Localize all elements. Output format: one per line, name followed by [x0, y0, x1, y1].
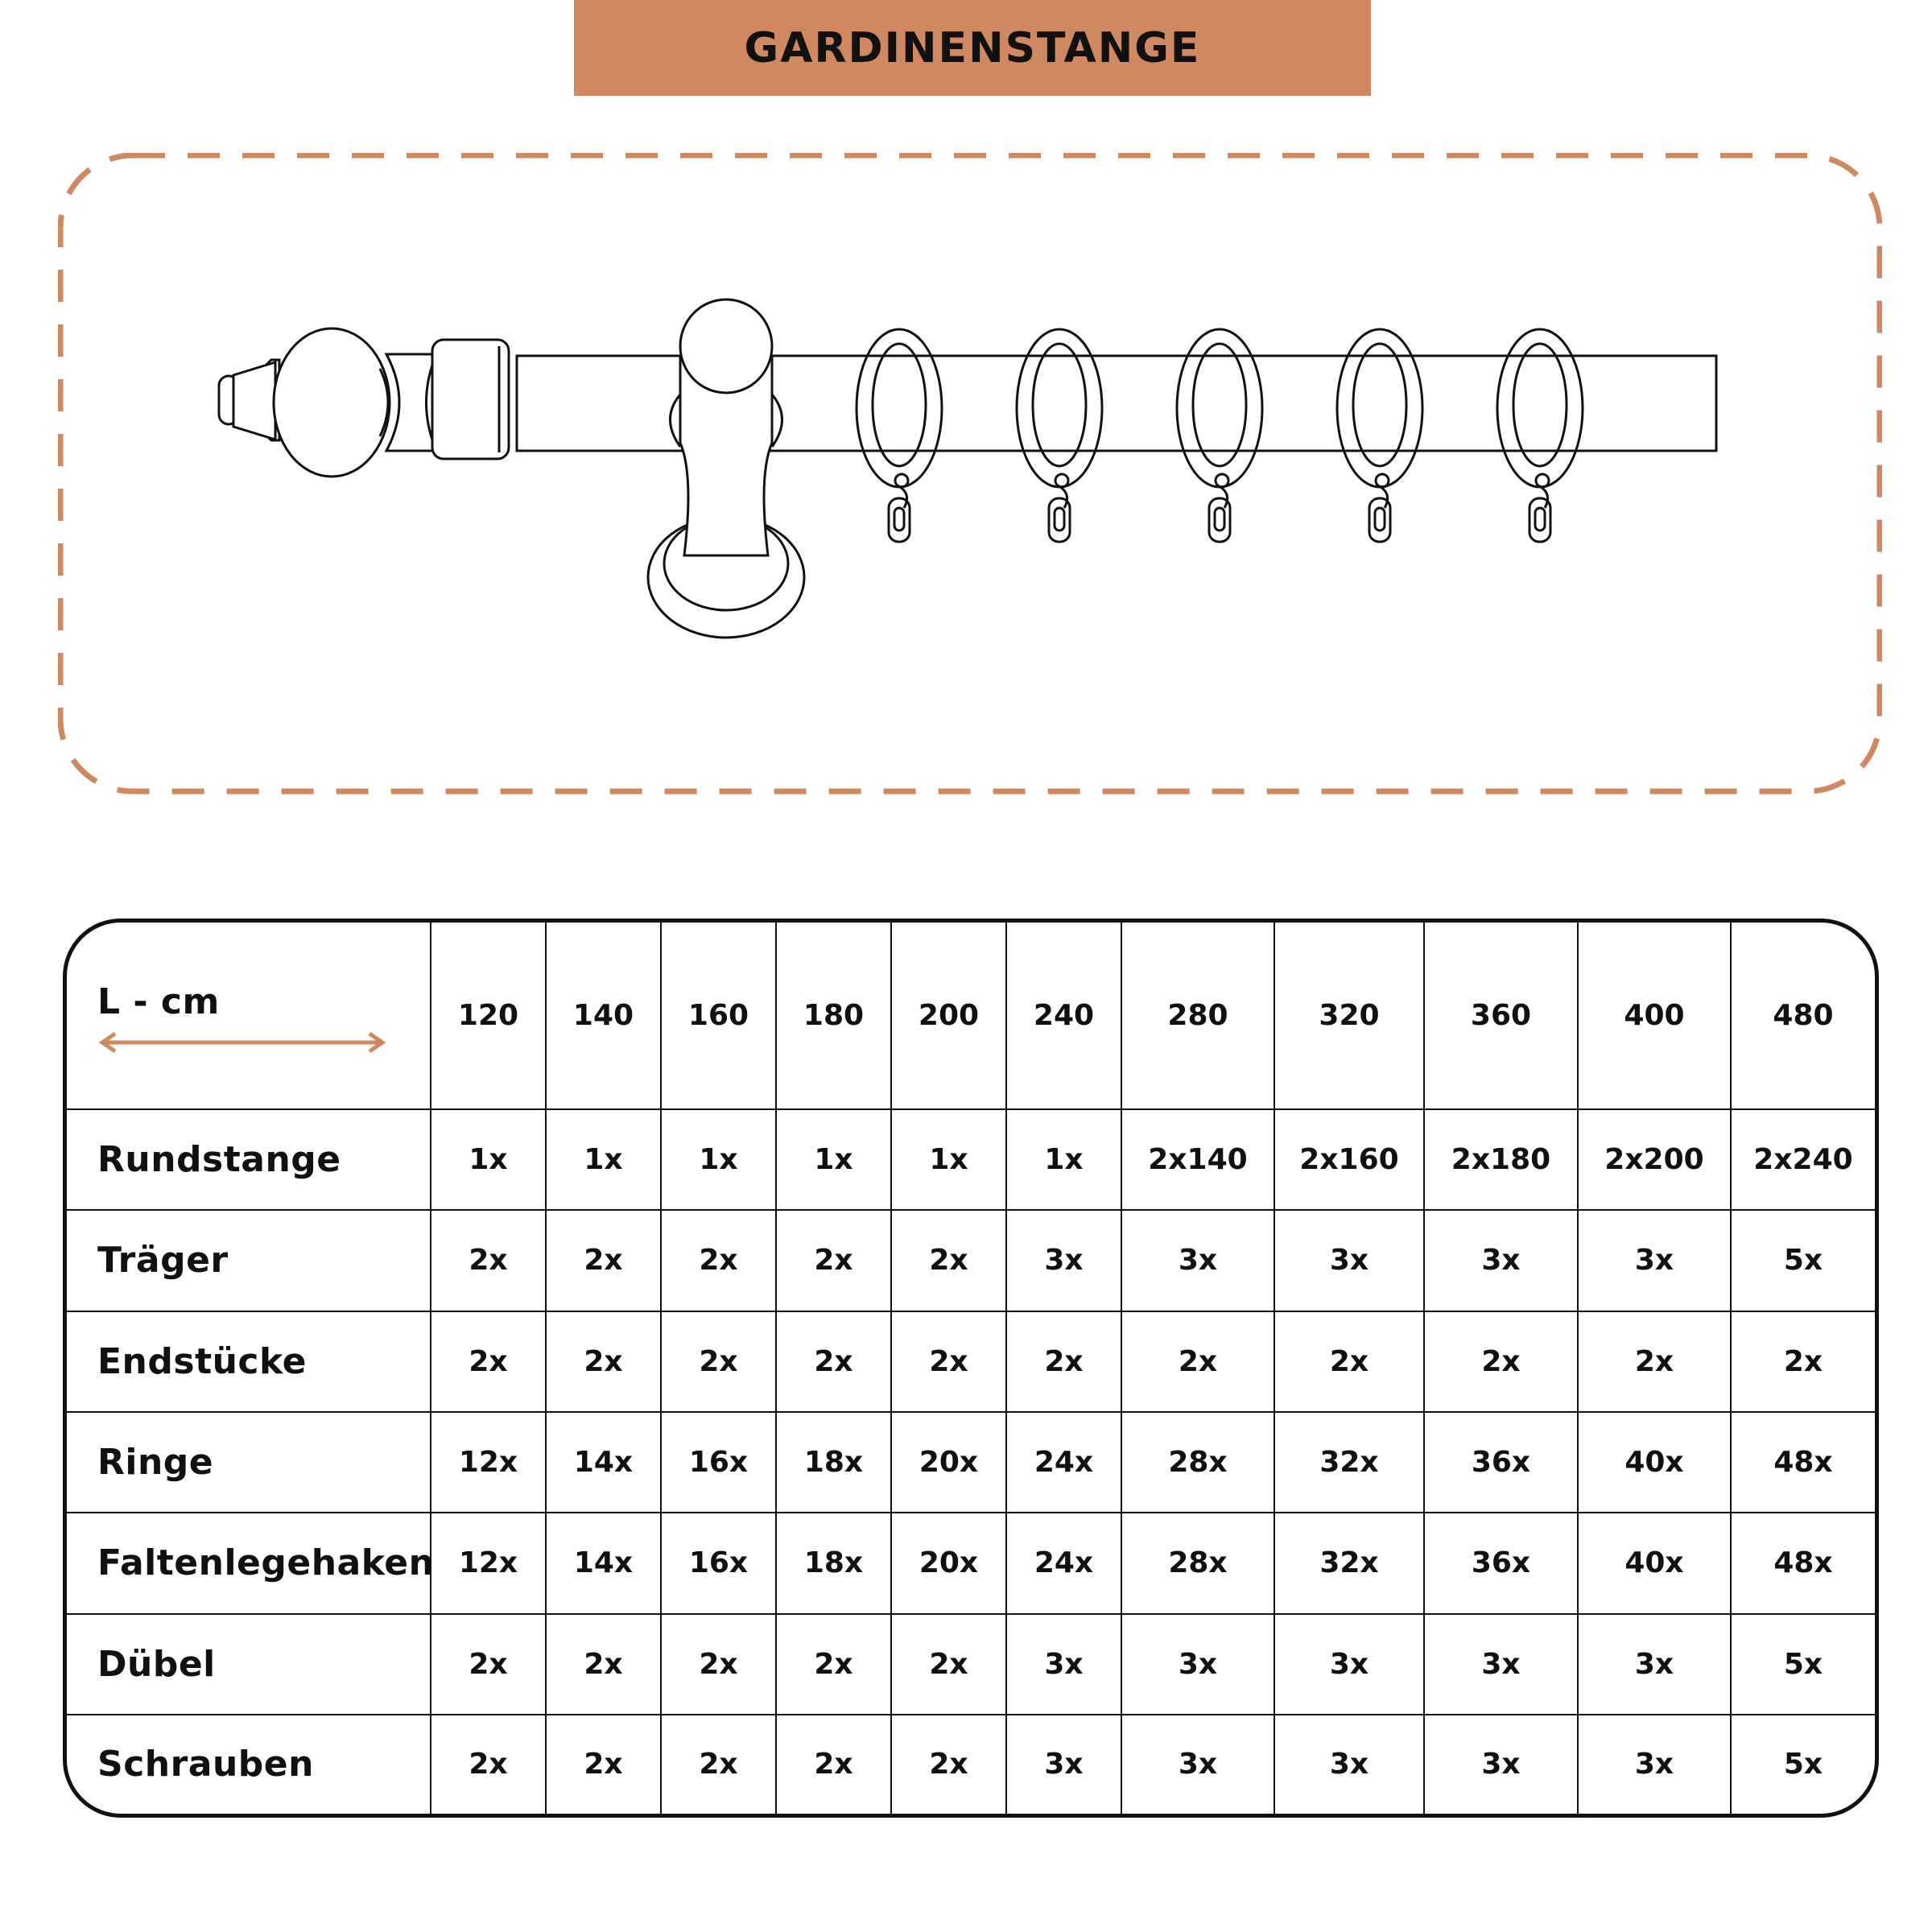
quantity-cell: 1x [431, 1109, 546, 1210]
quantity-cell: 3x [1121, 1614, 1274, 1715]
quantity-cell: 12x [431, 1412, 546, 1513]
quantity-cell: 2x [1731, 1311, 1875, 1412]
quantity-cell: 16x [661, 1513, 776, 1613]
quantity-cell: 3x [1274, 1210, 1424, 1311]
quantity-cell: 1x [546, 1109, 661, 1210]
table-row [67, 1614, 1875, 1715]
quantity-cell: 2x [1274, 1311, 1424, 1412]
table-row [67, 1513, 1875, 1613]
quantity-cell: 2x [661, 1614, 776, 1715]
quantity-cell: 2x [891, 1311, 1006, 1412]
quantity-cell: 3x [1121, 1210, 1274, 1311]
length-value: 200 [891, 923, 1006, 1109]
quantity-cell: 36x [1424, 1412, 1578, 1513]
quantity-cell: 1x [776, 1109, 891, 1210]
curtain-rod-illustration [58, 153, 1882, 797]
parts-table-frame [63, 919, 1879, 1818]
quantity-cell: 2x [546, 1210, 661, 1311]
quantity-cell: 16x [661, 1412, 776, 1513]
quantity-cell: 2x [431, 1210, 546, 1311]
quantity-cell: 3x [1424, 1614, 1578, 1715]
quantity-cell: 24x [1006, 1513, 1121, 1613]
quantity-cell: 36x [1424, 1513, 1578, 1613]
quantity-cell: 12x [431, 1513, 546, 1613]
quantity-cell: 1x [661, 1109, 776, 1210]
quantity-cell: 2x [891, 1715, 1006, 1814]
quantity-cell: 2x [1424, 1311, 1578, 1412]
quantity-cell: 5x [1731, 1614, 1875, 1715]
quantity-cell: 2x [431, 1311, 546, 1412]
quantity-cell: 48x [1731, 1513, 1875, 1613]
quantity-cell: 18x [776, 1412, 891, 1513]
length-value: 240 [1006, 923, 1121, 1109]
title-banner [574, 0, 1371, 96]
quantity-cell: 28x [1121, 1412, 1274, 1513]
row-label: Dübel [67, 1614, 431, 1715]
quantity-cell: 14x [546, 1412, 661, 1513]
table-row [67, 1715, 1875, 1814]
quantity-cell: 40x [1578, 1513, 1731, 1613]
parts-table [67, 923, 1875, 1814]
quantity-cell: 2x [776, 1614, 891, 1715]
row-label: Rundstange [67, 1109, 431, 1210]
row-label: Ringe [67, 1412, 431, 1513]
quantity-cell: 24x [1006, 1412, 1121, 1513]
table-row [67, 1210, 1875, 1311]
quantity-cell: 2x200 [1578, 1109, 1731, 1210]
quantity-cell: 3x [1006, 1210, 1121, 1311]
quantity-cell: 14x [546, 1513, 661, 1613]
quantity-cell: 1x [1006, 1109, 1121, 1210]
finial-icon [219, 328, 509, 477]
quantity-cell: 3x [1274, 1715, 1424, 1814]
quantity-cell: 3x [1121, 1715, 1274, 1814]
length-value: 320 [1274, 923, 1424, 1109]
table-header-row [67, 923, 1875, 1109]
quantity-cell: 20x [891, 1412, 1006, 1513]
quantity-cell: 2x [546, 1715, 661, 1814]
quantity-cell: 48x [1731, 1412, 1875, 1513]
quantity-cell: 28x [1121, 1513, 1274, 1613]
quantity-cell: 3x [1578, 1210, 1731, 1311]
length-header: L - cm [97, 980, 220, 1022]
length-value: 400 [1578, 923, 1731, 1109]
quantity-cell: 1x [891, 1109, 1006, 1210]
length-value: 140 [546, 923, 661, 1109]
quantity-cell: 2x [661, 1210, 776, 1311]
quantity-cell: 2x [661, 1311, 776, 1412]
quantity-cell: 3x [1424, 1210, 1578, 1311]
double-arrow-icon [97, 1030, 387, 1055]
quantity-cell: 2x [891, 1210, 1006, 1311]
quantity-cell: 2x [431, 1614, 546, 1715]
quantity-cell: 2x [661, 1715, 776, 1814]
quantity-cell: 2x [546, 1614, 661, 1715]
bracket-icon [648, 299, 804, 638]
quantity-cell: 5x [1731, 1210, 1875, 1311]
page-title: GARDINENSTANGE [744, 23, 1201, 72]
quantity-cell: 3x [1578, 1614, 1731, 1715]
quantity-cell: 2x [891, 1614, 1006, 1715]
quantity-cell: 32x [1274, 1412, 1424, 1513]
quantity-cell: 2x160 [1274, 1109, 1424, 1210]
quantity-cell: 5x [1783, 1748, 1823, 1781]
quantity-cell: 40x [1578, 1412, 1731, 1513]
length-value: 160 [661, 923, 776, 1109]
row-label: Träger [67, 1210, 431, 1311]
length-value: 360 [1424, 923, 1578, 1109]
quantity-cell: 3x [1424, 1715, 1578, 1814]
quantity-cell: 2x [776, 1715, 891, 1814]
quantity-cell: 2x [776, 1311, 891, 1412]
quantity-cell: 2x [431, 1715, 546, 1814]
quantity-cell: 2x [1578, 1311, 1731, 1412]
quantity-cell: 2x240 [1731, 1109, 1875, 1210]
length-value: 180 [776, 923, 891, 1109]
row-label: Endstücke [67, 1311, 431, 1412]
row-label: Schrauben [67, 1715, 431, 1814]
quantity-cell: 18x [776, 1513, 891, 1613]
quantity-cell: 32x [1274, 1513, 1424, 1613]
quantity-cell: 3x [1274, 1614, 1424, 1715]
length-value: 280 [1121, 923, 1274, 1109]
quantity-cell: 2x [1006, 1311, 1121, 1412]
quantity-cell: 3x [1006, 1715, 1121, 1814]
table-row [67, 1109, 1875, 1210]
quantity-cell: 3x [1578, 1715, 1731, 1814]
quantity-cell: 3x [1006, 1614, 1121, 1715]
length-header-cell [67, 923, 431, 1109]
quantity-cell: 2x [546, 1311, 661, 1412]
length-value: 120 [431, 923, 546, 1109]
row-label: Faltenlegehaken [67, 1513, 431, 1613]
quantity-cell: 2x [1121, 1311, 1274, 1412]
quantity-cell: 20x [891, 1513, 1006, 1613]
length-value: 480 [1731, 923, 1875, 1109]
table-row [67, 1311, 1875, 1412]
quantity-cell: 2x180 [1424, 1109, 1578, 1210]
quantity-cell: 2x [776, 1210, 891, 1311]
table-row [67, 1412, 1875, 1513]
quantity-cell: 2x140 [1121, 1109, 1274, 1210]
